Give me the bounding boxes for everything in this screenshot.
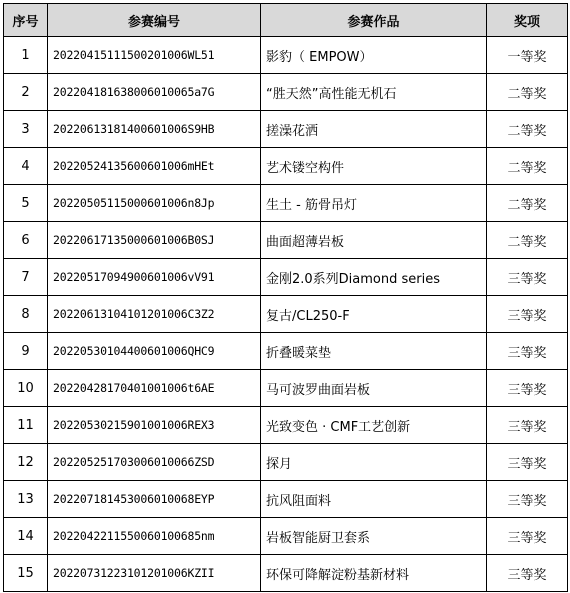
table-row: [4, 222, 568, 259]
cell-work: 马可波罗曲面岩板: [261, 370, 487, 407]
table-row: [4, 518, 568, 555]
cell-no: 6: [4, 222, 48, 259]
cell-no: 4: [4, 148, 48, 185]
cell-work: 抗风阻面料: [261, 481, 487, 518]
table-row: [4, 296, 568, 333]
cell-no: 7: [4, 259, 48, 296]
cell-work: 搓澡花洒: [261, 111, 487, 148]
cell-code: 20220613104101201006C3Z2: [48, 296, 261, 333]
cell-award: 二等奖: [487, 74, 568, 111]
table-row: [4, 444, 568, 481]
cell-award: 三等奖: [487, 444, 568, 481]
cell-code: 20220617135000601006B0SJ: [48, 222, 261, 259]
cell-code: 202204181638006010065a7G: [48, 74, 261, 111]
cell-code: 20220731223101201006KZII: [48, 555, 261, 592]
cell-work: 生土 - 筋骨吊灯: [261, 185, 487, 222]
table-row: [4, 481, 568, 518]
cell-no: 11: [4, 407, 48, 444]
cell-work: 岩板智能厨卫套系: [261, 518, 487, 555]
table-row: [4, 148, 568, 185]
cell-no: 9: [4, 333, 48, 370]
table-row: [4, 555, 568, 592]
cell-award: 三等奖: [487, 407, 568, 444]
cell-award: 二等奖: [487, 185, 568, 222]
cell-award: 三等奖: [487, 370, 568, 407]
cell-award: 三等奖: [487, 555, 568, 592]
cell-no: 1: [4, 37, 48, 74]
cell-code: 20220524135600601006mHEt: [48, 148, 261, 185]
table-row: [4, 333, 568, 370]
cell-code: 202205251703006010066ZSD: [48, 444, 261, 481]
cell-award: 三等奖: [487, 296, 568, 333]
cell-code: 2022042211550060100685nm: [48, 518, 261, 555]
cell-work: 曲面超薄岩板: [261, 222, 487, 259]
cell-award: 二等奖: [487, 111, 568, 148]
cell-award: 一等奖: [487, 37, 568, 74]
cell-no: 8: [4, 296, 48, 333]
header-code: 参赛编号: [48, 4, 261, 37]
cell-code: 20220530104400601006QHC9: [48, 333, 261, 370]
cell-award: 三等奖: [487, 333, 568, 370]
table-row: [4, 74, 568, 111]
header-no: 序号: [4, 4, 48, 37]
cell-code: 20220530215901001006REX3: [48, 407, 261, 444]
cell-code: 20220428170401001006t6AE: [48, 370, 261, 407]
header-work: 参赛作品: [261, 4, 487, 37]
cell-work: 环保可降解淀粉基新材料: [261, 555, 487, 592]
cell-work: 金刚2.0系列Diamond series: [261, 259, 487, 296]
cell-award: 二等奖: [487, 222, 568, 259]
cell-work: 影豹（ EMPOW）: [261, 37, 487, 74]
cell-code: 20220505115000601006n8Jp: [48, 185, 261, 222]
cell-work: 艺术镂空构件: [261, 148, 487, 185]
cell-work: “胜天然”高性能无机石: [261, 74, 487, 111]
cell-award: 二等奖: [487, 148, 568, 185]
cell-work: 复古/CL250-F: [261, 296, 487, 333]
cell-award: 三等奖: [487, 518, 568, 555]
cell-no: 13: [4, 481, 48, 518]
table-row: [4, 407, 568, 444]
table-header: [4, 4, 568, 37]
awards-table: [3, 3, 568, 592]
table-row: [4, 370, 568, 407]
cell-no: 3: [4, 111, 48, 148]
header-award: 奖项: [487, 4, 568, 37]
cell-no: 14: [4, 518, 48, 555]
cell-no: 12: [4, 444, 48, 481]
cell-award: 三等奖: [487, 481, 568, 518]
table-row: [4, 111, 568, 148]
table-row: [4, 37, 568, 74]
cell-code: 20220613181400601006S9HB: [48, 111, 261, 148]
cell-no: 15: [4, 555, 48, 592]
cell-work: 光致变色 · CMF工艺创新: [261, 407, 487, 444]
cell-work: 折叠暖菜垫: [261, 333, 487, 370]
cell-code: 20220415111500201006WL51: [48, 37, 261, 74]
table-row: [4, 185, 568, 222]
header-row: [4, 4, 568, 37]
cell-work: 探月: [261, 444, 487, 481]
cell-award: 三等奖: [487, 259, 568, 296]
table-body: [4, 37, 568, 592]
cell-no: 5: [4, 185, 48, 222]
cell-code: 20220517094900601006vV91: [48, 259, 261, 296]
table-row: [4, 259, 568, 296]
cell-code: 202207181453006010068EYP: [48, 481, 261, 518]
cell-no: 2: [4, 74, 48, 111]
cell-no: 10: [4, 370, 48, 407]
